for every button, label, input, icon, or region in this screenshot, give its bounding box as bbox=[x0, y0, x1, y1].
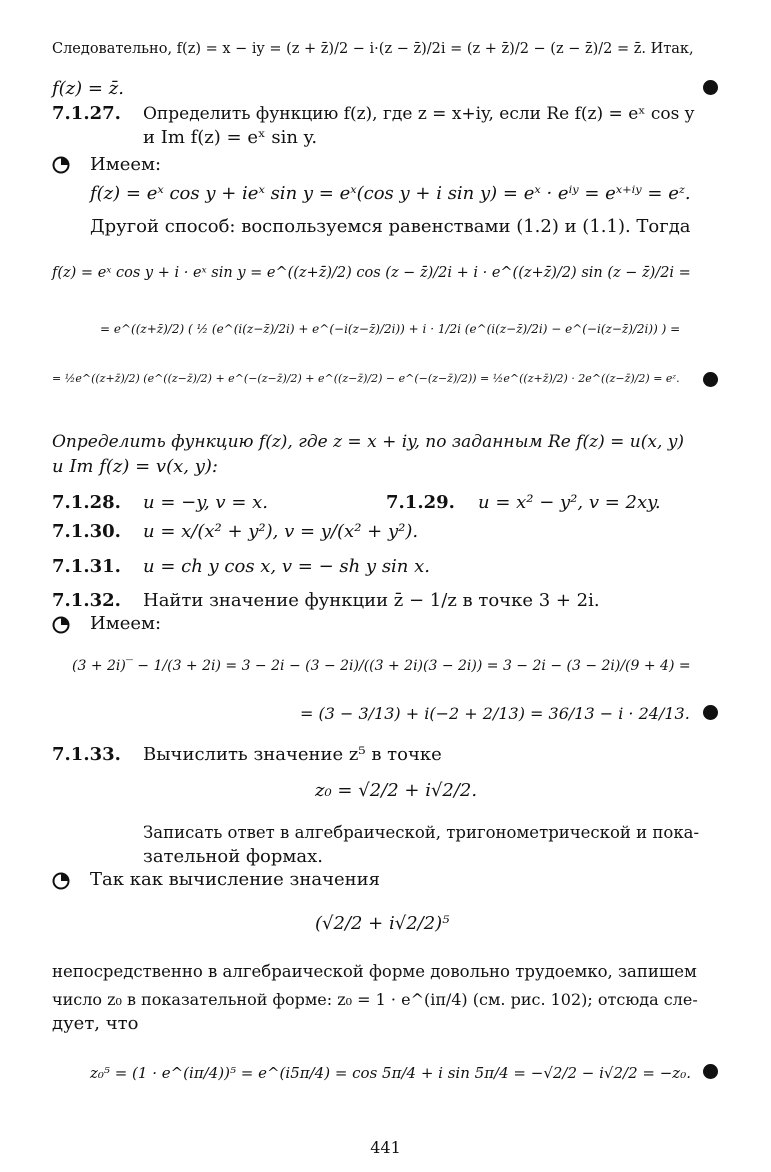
end-proof-dot bbox=[703, 80, 718, 95]
solution-label: Имеем: bbox=[90, 154, 162, 175]
solution-start-icon bbox=[52, 616, 70, 634]
equation: = e^((z+z̄)/2) ( ½ (e^(i(z−z̄)/2i) + e^(−i(z−z̄)/2i)) + i · 1/2i (e^(i(z−z̄)/2i) − e^(−i(z−z̄)/2i)) ) = bbox=[100, 322, 681, 336]
task-heading: и Im f(z) = v(x, y): bbox=[52, 456, 218, 477]
problem-text: зательной формах. bbox=[143, 846, 323, 867]
problem-text: u = ch y cos x, v = − sh y sin x. bbox=[143, 556, 430, 577]
equation: f(z) = eˣ cos y + ieˣ sin y = eˣ(cos y + i sin y) = eˣ · eⁱʸ = eˣ⁺ⁱʸ = eᶻ. bbox=[90, 183, 691, 204]
page-number: 441 bbox=[370, 1138, 401, 1157]
end-proof-dot bbox=[703, 705, 718, 720]
text-line: непосредственно в алгебраической форме довольно трудоемко, запишем bbox=[52, 962, 697, 981]
problem-text: и Im f(z) = eˣ sin y. bbox=[143, 127, 318, 148]
equation: (3 + 2i)‾ − 1/(3 + 2i) = 3 − 2i − (3 − 2i)/((3 + 2i)(3 − 2i)) = 3 − 2i − (3 − 2i)/(9 + 4) = bbox=[72, 658, 691, 674]
problem-text: Определить функцию f(z), где z = x+iy, если Re f(z) = eˣ cos y bbox=[143, 104, 695, 124]
problem-number: 7.1.29. bbox=[386, 492, 455, 513]
text-line: дует, что bbox=[52, 1013, 139, 1034]
text-line-result: f(z) = z̄. bbox=[52, 78, 124, 99]
solution-label: Имеем: bbox=[90, 613, 162, 634]
problem-number: 7.1.32. bbox=[52, 590, 121, 611]
problem-number: 7.1.30. bbox=[52, 521, 121, 542]
problem-number: 7.1.27. bbox=[52, 103, 121, 124]
problem-text: u = x² − y², v = 2xy. bbox=[478, 492, 661, 513]
text-line-conclusion: Следовательно, f(z) = x − iy = (z + z̄)/2 − i·(z − z̄)/2i = (z + z̄)/2 − (z − z̄)/2 = z̄. Итак, bbox=[52, 41, 694, 57]
equation: z₀ = √2/2 + i√2/2. bbox=[315, 780, 478, 801]
solution-start-icon bbox=[52, 156, 70, 174]
problem-text: Вычислить значение z⁵ в точке bbox=[143, 744, 442, 765]
problem-number: 7.1.28. bbox=[52, 492, 121, 513]
equation: = ½e^((z+z̄)/2) (e^((z−z̄)/2) + e^(−(z−z̄)/2) + e^((z−z̄)/2) − e^(−(z−z̄)/2)) = ½e^((z+z̄)/2) · 2e^((z−z̄)/2) = eᶻ. bbox=[52, 372, 680, 385]
end-proof-dot bbox=[703, 1064, 718, 1079]
solution-label: Так как вычисление значения bbox=[90, 869, 381, 890]
text-line: число z₀ в показательной форме: z₀ = 1 · e^(iπ/4) (см. рис. 102); отсюда сле- bbox=[52, 990, 698, 1009]
problem-text: Записать ответ в алгебраической, тригонометрической и пока- bbox=[143, 823, 700, 842]
text-line: Другой способ: воспользуемся равенствами (1.2) и (1.1). Тогда bbox=[90, 216, 691, 237]
equation: = (3 − 3/13) + i(−2 + 2/13) = 36/13 − i · 24/13. bbox=[300, 704, 690, 723]
problem-text: u = −y, v = x. bbox=[143, 492, 268, 513]
problem-number: 7.1.33. bbox=[52, 744, 121, 765]
problem-number: 7.1.31. bbox=[52, 556, 121, 577]
problem-text: u = x/(x² + y²), v = y/(x² + y²). bbox=[143, 521, 419, 542]
equation: f(z) = eˣ cos y + i · eˣ sin y = e^((z+z̄)/2) cos (z − z̄)/2i + i · e^((z+z̄)/2) sin (z − z̄)/2i = bbox=[52, 265, 691, 281]
solution-start-icon bbox=[52, 872, 70, 890]
end-proof-dot bbox=[703, 372, 718, 387]
task-heading: Определить функцию f(z), где z = x + iy, по заданным Re f(z) = u(x, y) bbox=[52, 432, 684, 452]
equation: (√2/2 + i√2/2)⁵ bbox=[315, 913, 450, 934]
equation: z₀⁵ = (1 · e^(iπ/4))⁵ = e^(i5π/4) = cos 5π/4 + i sin 5π/4 = −√2/2 − i√2/2 = −z₀. bbox=[90, 1064, 691, 1082]
problem-text: Найти значение функции z̄ − 1/z в точке 3 + 2i. bbox=[143, 590, 600, 611]
